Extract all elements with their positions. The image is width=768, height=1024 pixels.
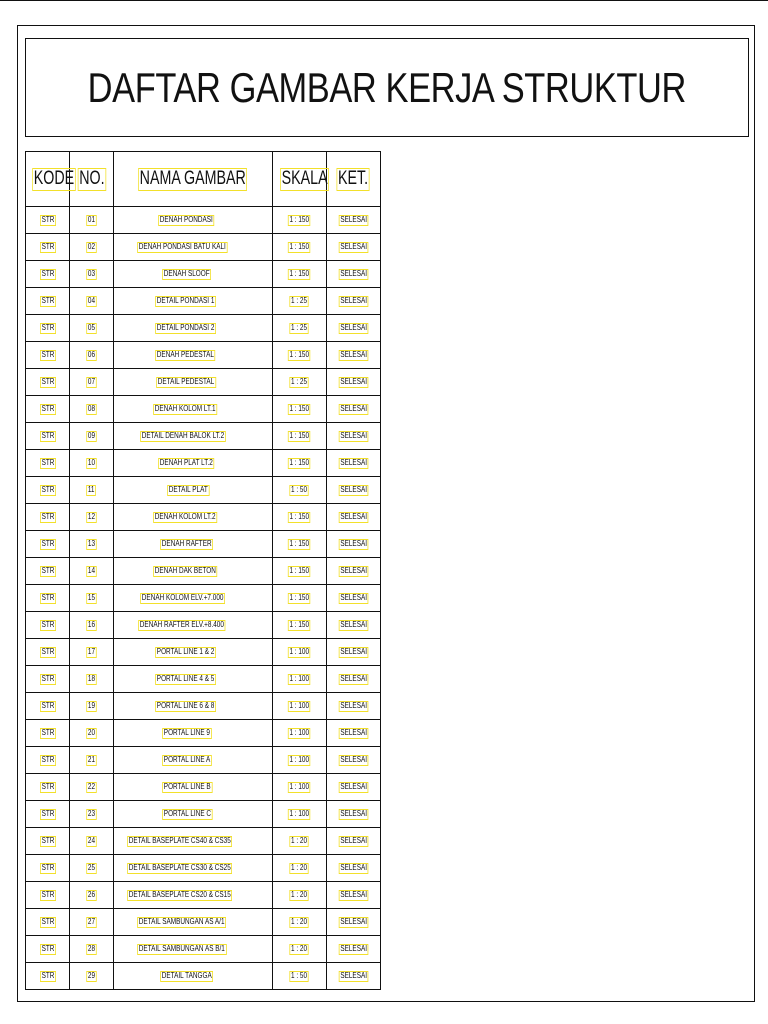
cell-ket: SELESAI (327, 612, 381, 639)
cell-skala: 1 : 150 (273, 585, 327, 612)
table-row (26, 882, 381, 909)
cell-nama-gambar: PORTAL LINE 9 (114, 720, 273, 747)
cell-nama-gambar: DETAIL BASEPLATE CS40 & CS35 (114, 828, 273, 855)
cell-kode: STR (26, 666, 70, 693)
cell-kode: STR (26, 261, 70, 288)
cell-nama-gambar: DENAH KOLOM LT.1 (114, 396, 273, 423)
cell-skala: 1 : 100 (273, 747, 327, 774)
cell-skala: 1 : 20 (273, 855, 327, 882)
cell-ket: SELESAI (327, 234, 381, 261)
cell-kode: STR (26, 747, 70, 774)
cell-skala: 1 : 50 (273, 963, 327, 990)
cell-ket: SELESAI (327, 855, 381, 882)
cell-nama-gambar: DENAH RAFTER (114, 531, 273, 558)
cell-nama-gambar: PORTAL LINE 1 & 2 (114, 639, 273, 666)
cell-ket: SELESAI (327, 666, 381, 693)
cell-kode: STR (26, 396, 70, 423)
table-row (26, 909, 381, 936)
table-row (26, 315, 381, 342)
cell-skala: 1 : 20 (273, 828, 327, 855)
cell-no: 18 (70, 666, 114, 693)
table-row (26, 531, 381, 558)
cell-ket: SELESAI (327, 747, 381, 774)
cell-no: 24 (70, 828, 114, 855)
cell-nama-gambar: PORTAL LINE A (114, 747, 273, 774)
cell-nama-gambar: DENAH PLAT LT.2 (114, 450, 273, 477)
cell-nama-gambar: DENAH DAK BETON (114, 558, 273, 585)
cell-nama-gambar: DETAIL DENAH BALOK LT.2 (114, 423, 273, 450)
cell-no: 17 (70, 639, 114, 666)
cell-skala: 1 : 150 (273, 531, 327, 558)
table-row (26, 639, 381, 666)
cell-no: 19 (70, 693, 114, 720)
cell-kode: STR (26, 504, 70, 531)
table-row (26, 288, 381, 315)
cell-no: 06 (70, 342, 114, 369)
cell-ket: SELESAI (327, 342, 381, 369)
cell-kode: STR (26, 720, 70, 747)
cell-nama-gambar: PORTAL LINE 4 & 5 (114, 666, 273, 693)
cell-kode: STR (26, 234, 70, 261)
table-row (26, 936, 381, 963)
cell-no: 28 (70, 936, 114, 963)
cell-skala: 1 : 25 (273, 369, 327, 396)
cell-skala: 1 : 150 (273, 558, 327, 585)
cell-nama-gambar: PORTAL LINE 6 & 8 (114, 693, 273, 720)
header-nama-gambar: NAMA GAMBAR (114, 152, 273, 207)
cell-ket: SELESAI (327, 315, 381, 342)
cell-kode: STR (26, 963, 70, 990)
table-row (26, 342, 381, 369)
cell-nama-gambar: DENAH PONDASI (114, 207, 273, 234)
table-row (26, 693, 381, 720)
cell-no: 26 (70, 882, 114, 909)
cell-skala: 1 : 150 (273, 261, 327, 288)
table-row (26, 396, 381, 423)
cell-nama-gambar: DETAIL PEDESTAL (114, 369, 273, 396)
cell-ket: SELESAI (327, 423, 381, 450)
cell-no: 14 (70, 558, 114, 585)
cell-kode: STR (26, 936, 70, 963)
cell-ket: SELESAI (327, 558, 381, 585)
table-row (26, 720, 381, 747)
cell-no: 02 (70, 234, 114, 261)
table-row (26, 450, 381, 477)
cell-skala: 1 : 150 (273, 396, 327, 423)
cell-kode: STR (26, 828, 70, 855)
cell-no: 05 (70, 315, 114, 342)
cell-kode: STR (26, 882, 70, 909)
header-skala: SKALA (273, 152, 327, 207)
cell-ket: SELESAI (327, 801, 381, 828)
table-row (26, 477, 381, 504)
cell-ket: SELESAI (327, 585, 381, 612)
cell-ket: SELESAI (327, 504, 381, 531)
table-row (26, 612, 381, 639)
cell-skala: 1 : 150 (273, 450, 327, 477)
cell-ket: SELESAI (327, 369, 381, 396)
cell-ket: SELESAI (327, 450, 381, 477)
cell-no: 25 (70, 855, 114, 882)
cell-ket: SELESAI (327, 261, 381, 288)
cell-no: 09 (70, 423, 114, 450)
cell-ket: SELESAI (327, 936, 381, 963)
cell-ket: SELESAI (327, 288, 381, 315)
header-ket: KET. (327, 152, 381, 207)
cell-ket: SELESAI (327, 207, 381, 234)
cell-skala: 1 : 25 (273, 288, 327, 315)
table-row (26, 558, 381, 585)
cell-no: 21 (70, 747, 114, 774)
cell-no: 11 (70, 477, 114, 504)
cell-kode: STR (26, 693, 70, 720)
cell-skala: 1 : 100 (273, 801, 327, 828)
cell-nama-gambar: DENAH PONDASI BATU KALI (114, 234, 273, 261)
cell-nama-gambar: DETAIL PONDASI 2 (114, 315, 273, 342)
table-row (26, 423, 381, 450)
drawing-list-table (25, 151, 381, 990)
cell-no: 01 (70, 207, 114, 234)
cell-ket: SELESAI (327, 639, 381, 666)
cell-nama-gambar: DENAH KOLOM LT.2 (114, 504, 273, 531)
cell-kode: STR (26, 612, 70, 639)
cell-ket: SELESAI (327, 774, 381, 801)
cell-kode: STR (26, 774, 70, 801)
cell-nama-gambar: DETAIL PONDASI 1 (114, 288, 273, 315)
cell-skala: 1 : 150 (273, 423, 327, 450)
cell-nama-gambar: DETAIL TANGGA (114, 963, 273, 990)
cell-ket: SELESAI (327, 963, 381, 990)
cell-skala: 1 : 100 (273, 693, 327, 720)
table-row (26, 207, 381, 234)
table-row (26, 234, 381, 261)
header-kode: KODE (26, 152, 70, 207)
table-row (26, 666, 381, 693)
cell-ket: SELESAI (327, 531, 381, 558)
cell-no: 29 (70, 963, 114, 990)
cell-nama-gambar: DENAH SLOOF (114, 261, 273, 288)
cell-skala: 1 : 150 (273, 207, 327, 234)
cell-kode: STR (26, 207, 70, 234)
cell-ket: SELESAI (327, 909, 381, 936)
table-row (26, 828, 381, 855)
cell-skala: 1 : 150 (273, 234, 327, 261)
cell-ket: SELESAI (327, 828, 381, 855)
cell-skala: 1 : 20 (273, 936, 327, 963)
cell-no: 15 (70, 585, 114, 612)
cell-ket: SELESAI (327, 882, 381, 909)
cell-kode: STR (26, 909, 70, 936)
cell-kode: STR (26, 369, 70, 396)
cell-skala: 1 : 100 (273, 666, 327, 693)
cell-kode: STR (26, 450, 70, 477)
cell-no: 16 (70, 612, 114, 639)
cell-no: 04 (70, 288, 114, 315)
cell-skala: 1 : 100 (273, 639, 327, 666)
cell-nama-gambar: DENAH PEDESTAL (114, 342, 273, 369)
cell-no: 27 (70, 909, 114, 936)
cell-nama-gambar: DENAH KOLOM ELV.+7.000 (114, 585, 273, 612)
cell-skala: 1 : 150 (273, 612, 327, 639)
cell-nama-gambar: DETAIL BASEPLATE CS20 & CS15 (114, 882, 273, 909)
cell-nama-gambar: PORTAL LINE C (114, 801, 273, 828)
cell-skala: 1 : 25 (273, 315, 327, 342)
cell-nama-gambar: DETAIL BASEPLATE CS30 & CS25 (114, 855, 273, 882)
header-no: NO. (70, 152, 114, 207)
cell-no: 12 (70, 504, 114, 531)
cell-kode: STR (26, 531, 70, 558)
cell-no: 07 (70, 369, 114, 396)
cell-ket: SELESAI (327, 396, 381, 423)
cell-nama-gambar: PORTAL LINE B (114, 774, 273, 801)
cell-nama-gambar: DETAIL SAMBUNGAN AS A/1 (114, 909, 273, 936)
cell-kode: STR (26, 315, 70, 342)
cell-kode: STR (26, 288, 70, 315)
table-row (26, 585, 381, 612)
cell-no: 03 (70, 261, 114, 288)
table-row (26, 261, 381, 288)
cell-kode: STR (26, 639, 70, 666)
cell-ket: SELESAI (327, 693, 381, 720)
cell-kode: STR (26, 558, 70, 585)
cell-ket: SELESAI (327, 720, 381, 747)
cell-no: 20 (70, 720, 114, 747)
cell-no: 23 (70, 801, 114, 828)
table-row (26, 504, 381, 531)
table-row (26, 801, 381, 828)
table-header-row (26, 152, 381, 207)
cell-skala: 1 : 100 (273, 774, 327, 801)
table-row (26, 855, 381, 882)
document-title: DAFTAR GAMBAR KERJA STRUKTUR (87, 63, 687, 111)
cell-kode: STR (26, 477, 70, 504)
cell-skala: 1 : 150 (273, 342, 327, 369)
cell-skala: 1 : 20 (273, 909, 327, 936)
cell-no: 08 (70, 396, 114, 423)
table-row (26, 963, 381, 990)
cell-no: 13 (70, 531, 114, 558)
cell-ket: SELESAI (327, 477, 381, 504)
cell-no: 22 (70, 774, 114, 801)
cell-kode: STR (26, 855, 70, 882)
cell-nama-gambar: DETAIL PLAT (114, 477, 273, 504)
cell-no: 10 (70, 450, 114, 477)
cell-kode: STR (26, 423, 70, 450)
table-row (26, 774, 381, 801)
cell-skala: 1 : 150 (273, 504, 327, 531)
title-block (25, 38, 749, 137)
cell-nama-gambar: DENAH RAFTER ELV.+8.400 (114, 612, 273, 639)
cell-nama-gambar: DETAIL SAMBUNGAN AS B/1 (114, 936, 273, 963)
table-row (26, 747, 381, 774)
cell-kode: STR (26, 342, 70, 369)
table-row (26, 369, 381, 396)
cell-skala: 1 : 50 (273, 477, 327, 504)
cell-skala: 1 : 100 (273, 720, 327, 747)
cell-kode: STR (26, 585, 70, 612)
cell-kode: STR (26, 801, 70, 828)
cell-skala: 1 : 20 (273, 882, 327, 909)
